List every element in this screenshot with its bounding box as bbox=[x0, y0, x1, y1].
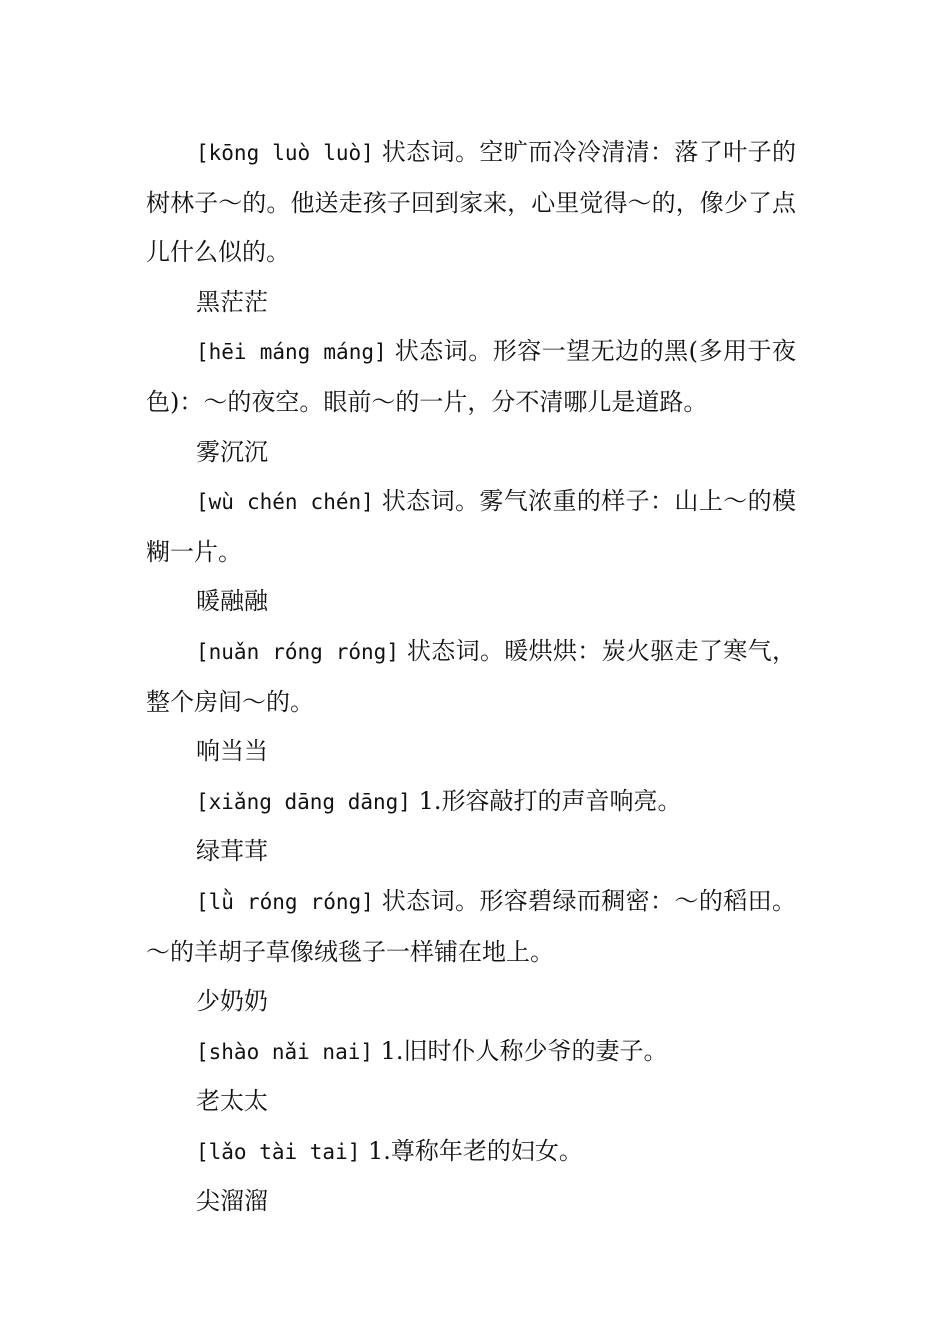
pinyin: [nuǎn róng róng] bbox=[196, 639, 399, 664]
entry-word: 少奶奶 bbox=[196, 987, 268, 1016]
entry-word: 尖溜溜 bbox=[196, 1187, 268, 1216]
definition-text: 1.形容敲打的声音响亮。 bbox=[410, 786, 682, 815]
definition-paragraph bbox=[146, 1027, 796, 1078]
definition-text: 状态词。空旷而冷冷清清：落了叶子的树林子～的。他送走孩子回到家来，心里觉得～的，像少了点儿什么似的。 bbox=[146, 138, 796, 267]
entry-word: 绿茸茸 bbox=[196, 837, 268, 866]
definition-text: 1.尊称年老的妇女。 bbox=[360, 1136, 583, 1165]
entry-word: 雾沉沉 bbox=[196, 437, 268, 466]
definition-text: 状态词。雾气浓重的样子：山上～的模糊一片。 bbox=[146, 487, 796, 566]
pinyin: [hēi máng máng] bbox=[196, 340, 387, 365]
definition-paragraph bbox=[146, 1127, 796, 1178]
definition-text: 状态词。暖烘烘：炭火驱走了寒气，整个房间～的。 bbox=[146, 636, 796, 716]
definition-text: 1.旧时仆人称少爷的妻子。 bbox=[373, 1036, 668, 1065]
pinyin: [kōng luò luò] bbox=[196, 141, 374, 165]
definition-text: 状态词。形容一望无边的黑(多用于夜色)：～的夜空。眼前～的一片，分不清哪儿是道路。 bbox=[146, 337, 796, 416]
definition-paragraph bbox=[146, 128, 796, 278]
entry-word: 响当当 bbox=[196, 737, 268, 766]
definition-paragraph bbox=[146, 477, 796, 577]
pinyin: [shào nǎi nai] bbox=[196, 1039, 374, 1064]
definition-paragraph bbox=[146, 627, 796, 727]
definition-paragraph bbox=[146, 777, 796, 828]
entry-word: 暖融融 bbox=[196, 587, 268, 616]
definition-paragraph bbox=[146, 327, 796, 427]
entry-word: 老太太 bbox=[196, 1087, 268, 1116]
pinyin: [xiǎng dāng dāng] bbox=[196, 789, 411, 814]
document-body bbox=[146, 128, 796, 1227]
pinyin: [lǎo tài tai] bbox=[196, 1139, 361, 1164]
pinyin: [lǜ róng róng] bbox=[196, 889, 374, 914]
definition-paragraph bbox=[146, 877, 796, 977]
definition-text: 状态词。形容碧绿而稠密：～的稻田。～的羊胡子草像绒毯子一样铺在地上。 bbox=[146, 886, 796, 966]
pinyin: [wù chén chén] bbox=[196, 490, 374, 515]
entry-word: 黑茫茫 bbox=[196, 287, 268, 316]
